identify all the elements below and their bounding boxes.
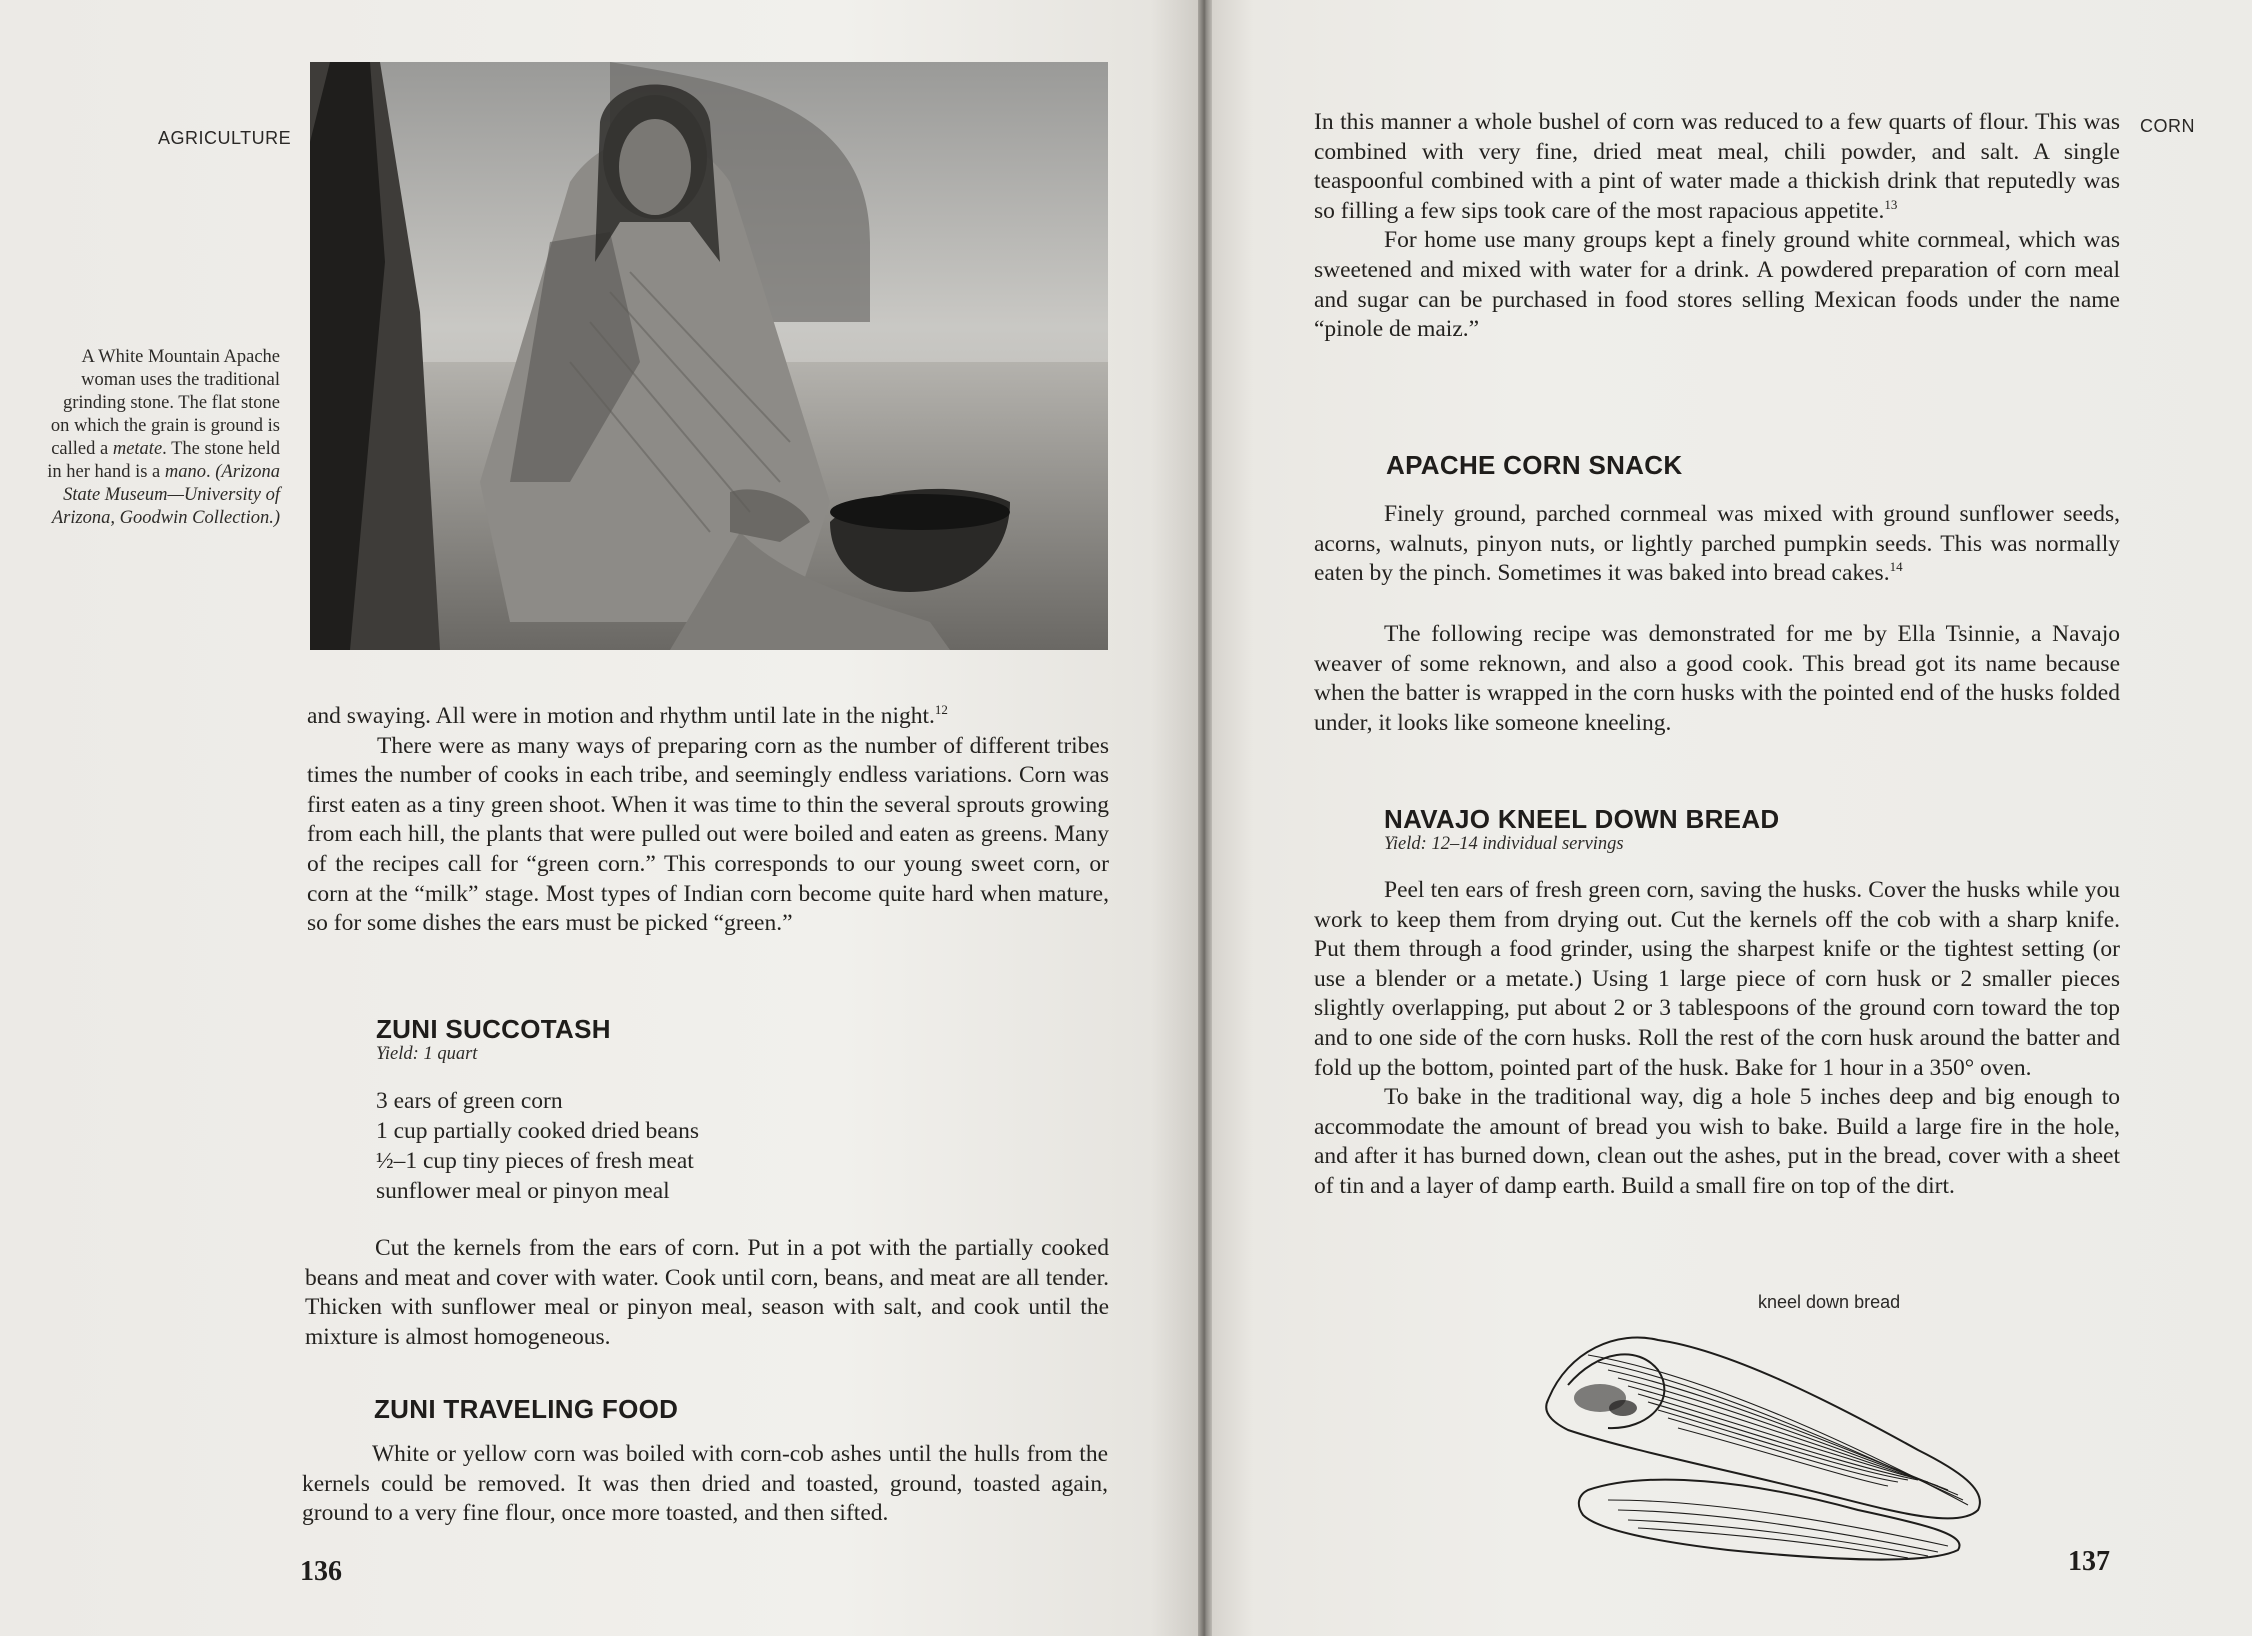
apache-snack-text: Finely ground, parched cornmeal was mixed with ground sunflower seeds, acorns, walnuts, pinyon nuts, or lightly parched pumpkin seeds. This was normally eaten by the pinch. Sometimes it was baked into bread cakes.	[1314, 501, 2120, 587]
drawing-label: kneel down bread	[1758, 1292, 1901, 1312]
ella-tsinnie-paragraph	[1314, 620, 2120, 738]
photo-caption	[40, 346, 280, 530]
ingredient-item: sunflower meal or pinyon meal	[376, 1178, 670, 1204]
succotash-method-text: Cut the kernels from the ears of corn. Put in a pot with the partially cooked beans and meat and cover with water. Cook until corn, beans, and meat are all tender. Thicken with sunflower meal or pinyon meal, season with salt, and cook until the mixture is almost homogeneous.	[305, 1235, 1109, 1350]
succotash-method	[305, 1234, 1109, 1352]
recipe-title-zuni-traveling-food: ZUNI TRAVELING FOOD	[374, 1394, 679, 1424]
flour-paragraph	[1314, 108, 2120, 345]
recipe-title-apache-corn-snack: APACHE CORN SNACK	[1386, 450, 1683, 480]
caption-text-3: .	[206, 462, 211, 482]
caption-term-mano: mano	[164, 462, 206, 482]
ingredient-item: 3 ears of green corn	[376, 1088, 563, 1114]
footnote-ref-14: 14	[1889, 559, 1903, 575]
cornmeal-drink-paragraph: For home use many groups kept a finely ground white cornmeal, which was sweetened and mixed with water for a drink. A powdered preparation of corn meal and sugar can be purchased in food stores selling Mexican foods under the name “pinole de maiz.”	[1314, 227, 2120, 343]
footnote-ref-12: 12	[934, 702, 948, 718]
ella-tsinnie-text: The following recipe was demonstrated for me by Ella Tsinnie, a Navajo weaver of some reknown, and also a good cook. This bread got its name because when the batter is wrapped in the corn husks with the pointed end of the husks folded under, it looks like someone kneeling.	[1314, 621, 2120, 736]
caption-text-1: A White Mountain Apache woman uses the traditional grinding stone. The flat stone on which the grain is ground is called a	[50, 347, 280, 459]
caption-credit: (Arizona State Museum—University of Arizona, Goodwin Collection.)	[51, 462, 280, 528]
recipe-yield-zuni-succotash: Yield: 1 quart	[376, 1044, 478, 1064]
kneel-down-bread-instructions	[1314, 876, 2120, 1202]
recipe-yield-kneel-down-bread: Yield: 12–14 individual servings	[1384, 834, 1624, 854]
caption-text-2: . The stone held in her hand is a	[47, 439, 280, 482]
intro-text: and swaying. All were in motion and rhythm until late in the night.	[307, 703, 935, 729]
flour-text: In this manner a whole bushel of corn was reduced to a few quarts of flour. This was combined with very fine, dried meat meal, chili powder, and salt. A single teaspoonful combined with a pint of water made a thickish drink that reputedly was so filling a few sips took care of the most rapacious appetite.	[1314, 109, 2120, 224]
apache-snack-paragraph	[1314, 500, 2120, 589]
traveling-food-text: White or yellow corn was boiled with corn-cob ashes until the hulls from the kernels could be removed. It was then dried and toasted, ground, toasted again, ground to a very fine flour, once more toasted, and then sifted.	[302, 1441, 1108, 1527]
page-number-left: 136	[300, 1556, 342, 1587]
recipe-title-navajo-kneel-down-bread: NAVAJO KNEEL DOWN BREAD	[1384, 804, 1780, 834]
book-gutter	[1198, 0, 1212, 1636]
recipe-title-zuni-succotash: ZUNI SUCCOTASH	[376, 1014, 611, 1044]
ingredient-list	[376, 1086, 699, 1206]
ingredient-item: 1 cup partially cooked dried beans	[376, 1118, 700, 1144]
ingredient-item: ½–1 cup tiny pieces of fresh meat	[376, 1148, 694, 1174]
page-number-right: 137	[2068, 1546, 2110, 1577]
running-head-left: AGRICULTURE	[158, 128, 292, 148]
photograph-grinding-stone	[310, 62, 1108, 650]
intro-paragraph	[307, 702, 1109, 939]
traditional-baking-paragraph: To bake in the traditional way, dig a hole 5 inches deep and big enough to accommodate the amount of bread you wish to bake. Build a large fire in the hole, and after it has burned down, clean out the ashes, put in the bread, cover with a sheet of tin and a layer of damp earth. Build a small fire on top of the dirt.	[1314, 1084, 2120, 1199]
corn-preparation-paragraph: There were as many ways of preparing corn as the number of different tribes times the number of cooks in each tribe, and seemingly endless variations. Corn was first eaten as a tiny green shoot. When it was time to thin the several sprouts growing from each hill, the plants that were pulled out were boiled and eaten as greens. Many of the recipes call for “green corn.” This corresponds to our young sweet corn, or corn at the “milk” stage. Most types of Indian corn become quite hard when mature, so for some dishes the ears must be picked “green.”	[307, 732, 1109, 937]
kneel-down-bread-method: Peel ten ears of fresh green corn, saving the husks. Cover the husks while you work to keep them from drying out. Cut the kernels off the cob with a sharp knife. Put them through a food grinder, using the sharpest knife or the tightest setting (or use a blender or a metate.) Using 1 large piece of corn husk or 2 smaller pieces slightly overlapping, put about 2 or 3 tablespoons of the ground corn toward the top and to one side of the corn husks. Roll the rest of the corn husk around the batter and fold up the bottom, pointed part of the husk. Bake for 1 hour in a 350° oven.	[1314, 877, 2120, 1081]
kneel-down-bread-illustration	[1528, 1310, 2008, 1580]
running-head-right: CORN	[2140, 116, 2195, 136]
caption-term-metate: metate	[112, 439, 163, 459]
traveling-food-paragraph	[302, 1440, 1108, 1529]
footnote-ref-13: 13	[1884, 196, 1898, 212]
